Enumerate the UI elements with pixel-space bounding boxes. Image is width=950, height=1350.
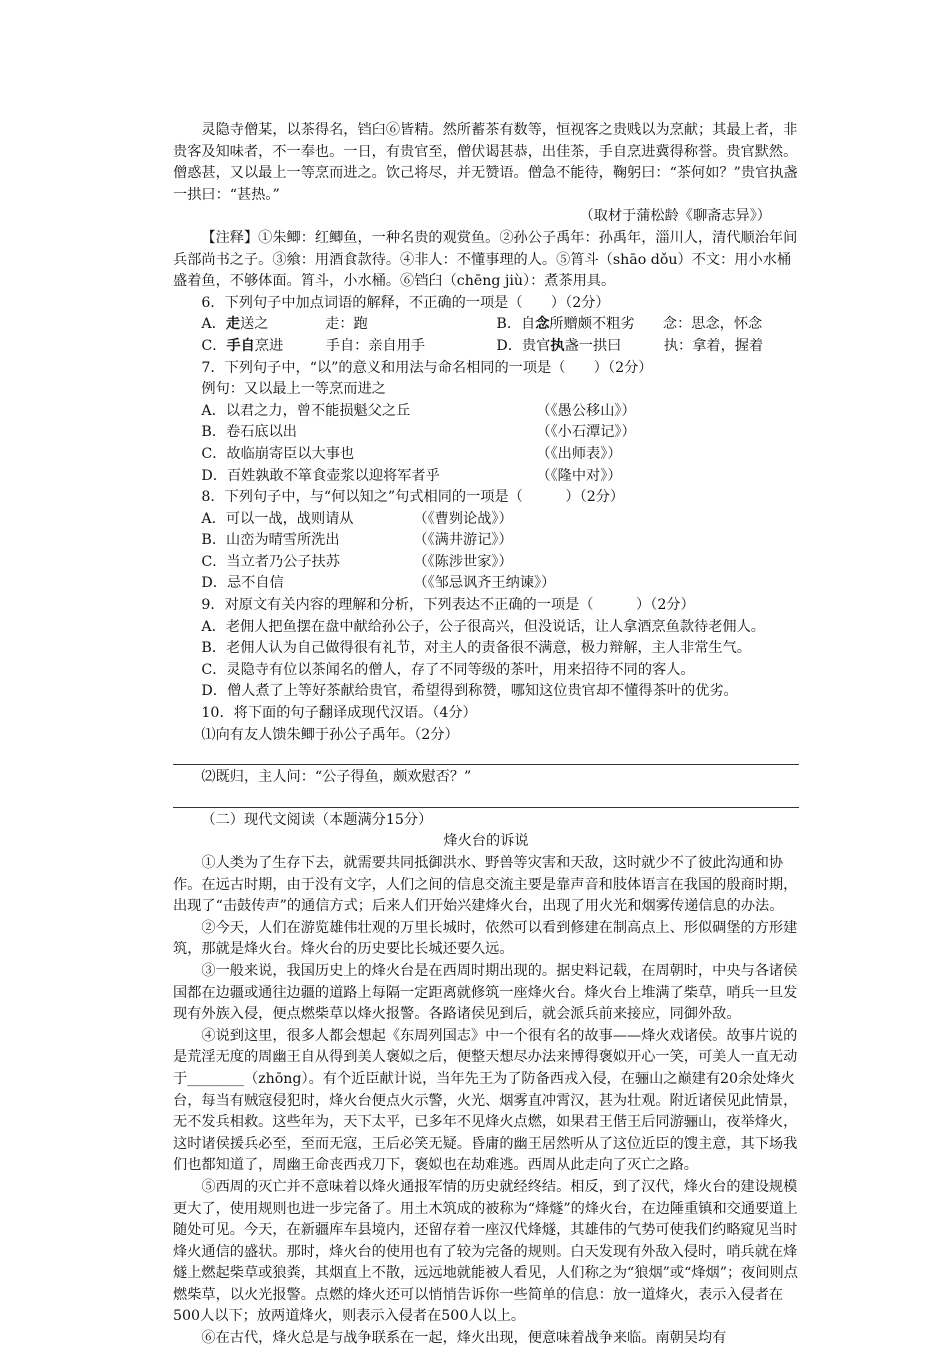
q6-row-cd (173, 336, 799, 358)
notes-label: 【注释】 (201, 229, 259, 246)
article-paragraph-3: ③一般来说，我国历史上的烽火台是在西周时期出现的。据史料记载，在周朝时，中央与各诸侯国都在边疆或通往边疆的道路上每隔一定距离就修筑一座烽火台。烽火台上堆满了柴草，哨兵一旦发现有外族入侵，便点燃柴草以烽火报警。各路诸侯见到后，就会派兵前来接应，同御外敌。 (173, 962, 798, 1023)
exam-page (173, 120, 799, 1350)
article-paragraph-1: ①人类为了生存下去，就需要共同抵御洪水、野兽等灾害和天敌，这时就少不了彼此沟通和协作。在远古时期，由于没有文字，人们之间的信息交流主要是靠声音和肢体语言在我国的殷商时期，出现了“击鼓传声”的通信方式；后来人们开始兴建烽火台，出现了用火光和烟雾传递信息的办法。 (173, 855, 798, 915)
q6-b-keyword: 念 (535, 316, 550, 333)
q7-option-b: B．卷石底以出 （《小石潭记》） (201, 424, 636, 441)
q7-stem: 7．下列句子中，“以”的意义和用法与命名相同的一项是（ ）（2分） (201, 359, 653, 376)
q8-option-b: B．山峦为晴雪所洗出 （《满井游记》） (201, 532, 513, 549)
section-header: （二）现代文阅读（本题满分15分） (201, 811, 433, 828)
q9-option-d: D．僧人煮了上等好茶献给贵官，希望得到称赞，哪知这位贵官却不懂得茶叶的优劣。 (201, 683, 738, 700)
q7-option-d: D．百姓孰敢不箪食壶浆以迎将军者乎 （《隆中对》） (201, 467, 622, 484)
q8-option-d: D．忌不自信 （《邹忌讽齐王纳谏》） (201, 575, 556, 592)
q6-a-keyword: 走 (225, 316, 241, 333)
q8-stem: 8．下列句子中，与“何以知之”句式相同的一项是（ ）（2分） (201, 489, 625, 506)
q6-stem: 6．下列句子中加点词语的解释，不正确的一项是（ ）（2分） (201, 294, 610, 311)
q6-row-ab (173, 314, 799, 336)
q7-example: 例句：又以最上一等烹而进之 (201, 381, 386, 398)
article-paragraph-6: ⑥在古代，烽火总是与战争联系在一起，烽火出现，便意味着战争来临。南朝吴均有 (201, 1330, 727, 1347)
answer-line-2[interactable] (173, 789, 799, 808)
q9-option-a: A．老佣人把鱼摆在盘中献给孙公子，公子很高兴，但没说话，让人拿酒烹鱼款待老佣人。 (201, 618, 765, 635)
q6-option-c: C．手自烹进 手自：亲自用手 (201, 337, 426, 354)
q10-sentence-2: ⑵既归，主人问：“公子得鱼，颇欢慰否？” (201, 769, 472, 786)
q10-sentence-1: ⑴向有友人馈朱鲫于孙公子禹年。（2分） (201, 726, 459, 743)
q6-option-a: A．走送之 走：跑 (201, 316, 368, 333)
q9-stem: 9．对原文有关内容的理解和分析，下列表达不正确的一项是（ ）（2分） (201, 597, 695, 614)
article-paragraph-2: ②今天，人们在游览雄伟壮观的万里长城时，依然可以看到修建在制高点上、形似碉堡的方形建筑，那就是烽火台。烽火台的历史要比长城还要久远。 (173, 919, 798, 958)
article-paragraph-4: ④说到这里，很多人都会想起《东周列国志》中一个很有名的故事——烽火戏诸侯。故事片说的是荒淫无度的周幽王自从得到美人褒姒之后，便整天想尽办法来博得褒姒开心一笑，可美人一直无动于________（zhōng）。有个近臣献计说，当年先王为了防备西戎入侵，在骊山之巅建有20余处烽火台，每当有贼寇侵犯时，烽火台便点火示警，火光、烟雾直冲霄汉，甚为壮观。附近诸侯见此情景，无不发兵相救。这些年为，天下太平，已多年不见烽火点燃，如果君王偕王后同游骊山，夜举烽火，这时诸侯援兵必至，至而无寇，王后必笑无疑。昏庸的幽王居然听从了这位近臣的馊主意，其下场我们也都知道了，周幽王命丧西戎刀下，褒姒也在劫难逃。西周从此走向了灭亡之路。 (173, 1027, 798, 1174)
notes-text: ①朱鲫：红鲫鱼，一种名贵的观赏鱼。②孙公子禹年：孙禹年，淄川人，清代顺治年间兵部尚书之子。③飨：用酒食款待。④非人：不懂事理的人。⑤筲斗（shāo dǒu）不文：用小水桶盛着鱼，不够体面。筲斗，小水桶。⑥铛臼（chēng jiù）：煮茶用具。 (173, 229, 798, 290)
q9-option-c: C．灵隐寺有位以茶闻名的僧人，存了不同等级的茶叶，用来招待不同的客人。 (201, 661, 695, 678)
q6-option-d: D．贵官执盏一拱曰 执：拿着，握着 (496, 337, 764, 354)
q7-option-c: C．故临崩寄臣以大事也 （《出师表》） (201, 445, 622, 462)
article-paragraph-5: ⑤西周的灭亡并不意味着以烽火通报军情的历史就经终结。相反，到了汉代，烽火台的建设规模更大了，使用规则也进一步完备了。用土木筑成的被称为“烽燧”的烽火台，在边陲重镇和交通要道上随处可见。今天，在新疆库车县境内，还留存着一座汉代烽燧，其雄伟的气势可使我们约略窥见当时烽火通信的盛状。那时，烽火台的使用也有了较为完备的规则。白天发现有外敌入侵时，哨兵就在烽燧上燃起柴草或狼粪，其烟直上不散，远远地就能被人看见，人们称之为“狼烟”或“烽烟”；夜间则点燃柴草，以火光报警。点燃的烽火还可以悄悄告诉你一些简单的信息：放一道烽火，表示入侵者在500人以下；放两道烽火，则表示入侵者在500人以上。 (173, 1178, 798, 1325)
q9-option-b: B．老佣人认为自己做得很有礼节，对主人的责备很不满意，极力辩解，主人非常生气。 (201, 640, 751, 657)
q8-option-c: C．当立者乃公子扶苏 （《陈涉世家》） (201, 553, 513, 570)
q7-option-a: A．以君之力，曾不能损魁父之丘 （《愚公移山》） (201, 402, 636, 419)
answer-line-1[interactable] (173, 746, 799, 765)
passage-paragraph: 灵隐寺僧某，以茶得名，铛臼⑥皆精。然所蓄茶有数等，恒视客之贵贱以为烹献；其最上者，非贵客及知味者，不一奉也。一日，有贵官至，僧伏谒甚恭，出佳茶，手自烹进冀得称誉。贵官默然。僧惑甚，又以最上一等烹而进之。饮己将尽，并无赞语。僧急不能待，鞠躬曰：“茶何如？”贵官执盏一拱曰：“甚热。” (173, 122, 798, 203)
article-title: 烽火台的诉说 (443, 833, 529, 850)
q6-d-keyword: 执 (550, 337, 565, 354)
q8-option-a: A．可以一战，战则请从 （《曹刿论战》） (201, 510, 513, 527)
notes (173, 228, 799, 293)
passage-source: （取材于蒲松龄《聊斋志异》） (579, 208, 771, 225)
q6-c-keyword: 手自 (226, 337, 255, 354)
q10-stem: 10．将下面的句子翻译成现代汉语。（4分） (201, 705, 477, 722)
q6-option-b: B．自念所赠颇不粗劣 念：思念，怀念 (496, 316, 763, 333)
